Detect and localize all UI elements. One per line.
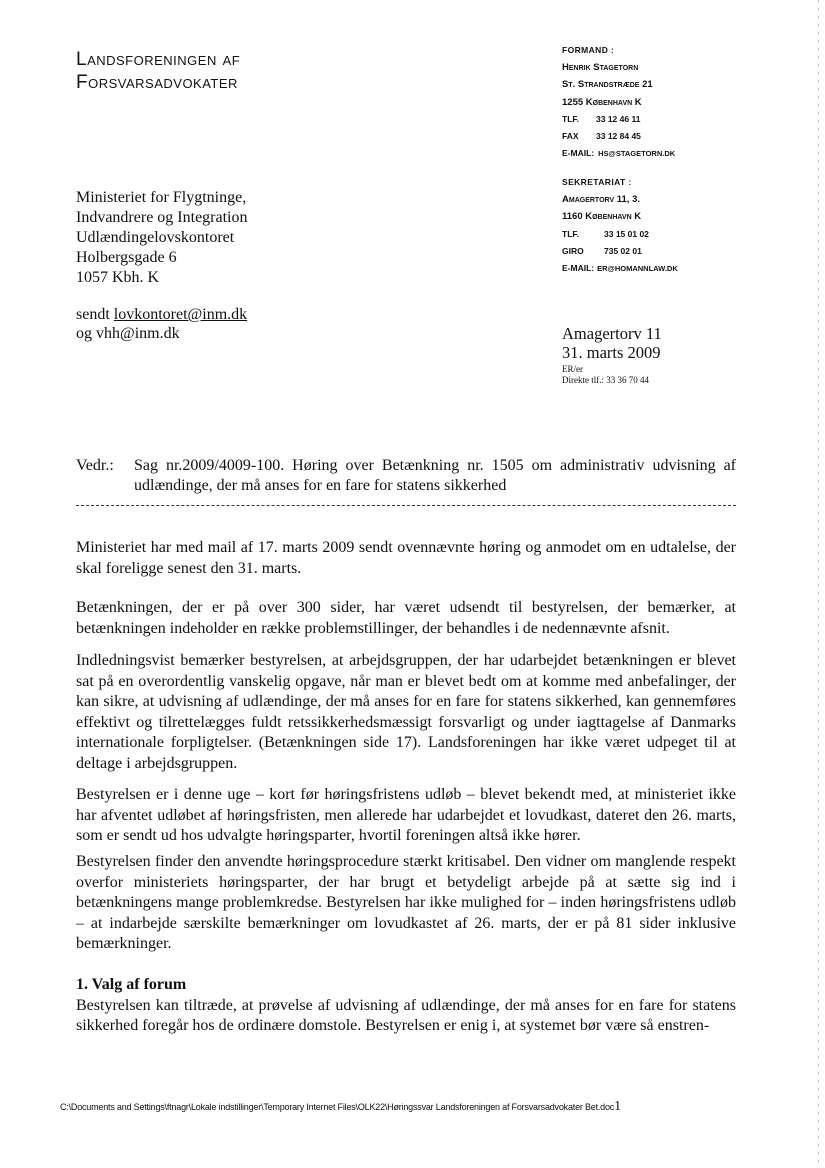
secretariat-phone: 33 15 01 02 bbox=[604, 228, 649, 239]
recipient-address bbox=[76, 188, 247, 288]
paragraph-2-text: Betænkningen, der er på over 300 sider, har været udsendt til bestyrelsen, der bemærker, at betænkningen indeholder en række problemstillinger, der behandles i de nedennævnte afsnit. bbox=[76, 599, 736, 637]
secretariat-heading: SEKRETARIAT : bbox=[562, 177, 632, 187]
organization-name-line1: Landsforeningen af bbox=[76, 49, 241, 70]
sent-to-line2: og vhh@inm.dk bbox=[76, 325, 180, 342]
organization-name bbox=[76, 48, 240, 94]
paragraph-2 bbox=[76, 598, 736, 639]
subject-line bbox=[76, 456, 736, 496]
chairman-fax-row bbox=[562, 128, 675, 145]
page-number: 1 bbox=[614, 1099, 621, 1114]
chairman-street: St. Strandstræde 21 bbox=[562, 79, 653, 91]
chairman-heading: FORMAND : bbox=[562, 45, 615, 55]
recipient-line3: Udlændingelovskontoret bbox=[76, 229, 235, 246]
secretariat-giro-label: GIRO bbox=[562, 245, 584, 256]
footer-file-path bbox=[60, 1100, 760, 1114]
sent-to-block bbox=[76, 305, 247, 343]
paragraph-1-text: Ministeriet har med mail af 17. marts 2009 sendt ovennævnte høring og anmodet om en udtalelse, der skal foreligge senest den 31. marts. bbox=[76, 539, 736, 577]
secretariat-giro: 735 02 01 bbox=[604, 245, 642, 256]
paragraph-5-text: Bestyrelsen finder den anvendte høringsprocedure stærkt kritisabel. Den vidner om manglende respekt overfor ministeriets høringsparter, der har brugt et betydeligt arbejde på at sætte sig ind i betænkningens mange problemkredse. Bestyrelsen har ikke mulighed for – inden høringsfristens udløb – at indarbejde særskilte bemærkninger om lovudkastet af 26. marts, der er på 81 sider inklusive bemærkninger. bbox=[76, 853, 736, 952]
chairman-phone-row bbox=[562, 111, 675, 128]
secretariat-email-label: E-MAIL: bbox=[562, 263, 595, 274]
subject-label: Vedr.: bbox=[76, 457, 114, 474]
sent-to-line1 bbox=[76, 305, 247, 324]
sender-place: Amagertorv 11 bbox=[562, 324, 662, 343]
recipient-line2: Indvandrere og Integration bbox=[76, 209, 248, 226]
sent-prefix: sendt bbox=[76, 306, 114, 323]
section-1-text: Bestyrelsen kan tiltræde, at prøvelse af udvisning af udlændinge, der må anses for en fare for statens sikkerhed foregår hos de ordinære domstole. Bestyrelsen er enig i, at systemet bør være så enstren- bbox=[76, 996, 736, 1034]
secretariat-street: Amagertorv 11, 3. bbox=[562, 194, 640, 206]
direct-phone: Direkte tlf.: 33 36 70 44 bbox=[562, 375, 649, 385]
secretariat-city: 1160 København K bbox=[562, 211, 642, 223]
paragraph-5 bbox=[76, 852, 736, 955]
secretariat-contact-block bbox=[562, 174, 678, 277]
chairman-email: HS@STAGETORN.DK bbox=[598, 149, 676, 159]
chairman-phone-label: TLF. bbox=[562, 113, 579, 124]
letter-date: 31. marts 2009 bbox=[562, 343, 661, 362]
section-1-heading: 1. Valg af forum bbox=[76, 976, 187, 993]
reference-initials: ER/er bbox=[562, 364, 583, 374]
secretariat-email-row bbox=[562, 260, 678, 277]
recipient-line4: Holbergsgade 6 bbox=[76, 249, 177, 266]
chairman-phone: 33 12 46 11 bbox=[596, 113, 641, 124]
secretariat-email: ER@HOMANNLAW.DK bbox=[597, 264, 678, 274]
place-date-block bbox=[562, 324, 662, 362]
sent-email-link[interactable]: lovkontoret@inm.dk bbox=[113, 306, 248, 323]
chairman-city: 1255 København K bbox=[562, 96, 642, 108]
chairman-email-label: E-MAIL: bbox=[562, 148, 595, 159]
chairman-contact-block bbox=[562, 42, 675, 162]
paragraph-4-text: Bestyrelsen er i denne uge – kort før høringsfristens udløb – blevet bekendt med, at ministeriet ikke har afventet udløbet af høringsfristen, men allerede har udarbejdet et lovudkast, dateret den 26. marts, som er sendt ud hos udvalgte høringsparter, hvortil foreningen altså ikke hører. bbox=[76, 786, 736, 844]
recipient-line5: 1057 Kbh. K bbox=[76, 269, 160, 286]
chairman-name: Henrik Stagetorn bbox=[562, 62, 639, 74]
chairman-fax: 33 12 84 45 bbox=[596, 131, 641, 142]
scan-edge-line bbox=[818, 0, 819, 1168]
secretariat-phone-row bbox=[562, 226, 678, 243]
secretariat-phone-label: TLF. bbox=[562, 228, 579, 239]
paragraph-3 bbox=[76, 651, 736, 774]
subject-divider bbox=[76, 505, 736, 506]
paragraph-1 bbox=[76, 538, 736, 579]
paragraph-3-text: Indledningsvist bemærker bestyrelsen, at arbejdsgruppen, der har udarbejdet betænkningen er blevet sat på en overordentlig vanskelig opgave, når man er blevet bedt om at komme med anbefalinger, der kan sikre, at udvisning af udlændinge, der må anses for en fare for statens sikkerhed, kan gennemføres effektivt og tilrettelægges fuldt retssikkerhedsmæssigt forsvarligt og under iagttagelse af Danmarks internationale forpligtelser. (Betænkningen side 17). Landsforeningen har ikke været udpeget til at deltage i arbejdsgruppen. bbox=[76, 652, 736, 772]
footer-path-text: C:\Documents and Settings\ftnagr\Lokale indstillinger\Temporary Internet Files\OLK22\Høringssvar Landsforeningen af Forsvarsadvokater Bet.doc bbox=[60, 1102, 615, 1112]
chairman-email-row bbox=[562, 145, 675, 162]
paragraph-4 bbox=[76, 785, 736, 847]
section-1 bbox=[76, 975, 736, 1037]
recipient-line1: Ministeriet for Flygtninge, bbox=[76, 189, 247, 206]
organization-name-line2: Forsvarsadvokater bbox=[76, 72, 238, 93]
chairman-fax-label: FAX bbox=[562, 131, 579, 142]
reference-block bbox=[562, 364, 649, 386]
secretariat-giro-row bbox=[562, 243, 678, 260]
subject-text: Sag nr.2009/4009-100. Høring over Betænkning nr. 1505 om administrativ udvisning af udlændinge, der må anses for en fare for statens sikkerhed bbox=[134, 457, 736, 494]
